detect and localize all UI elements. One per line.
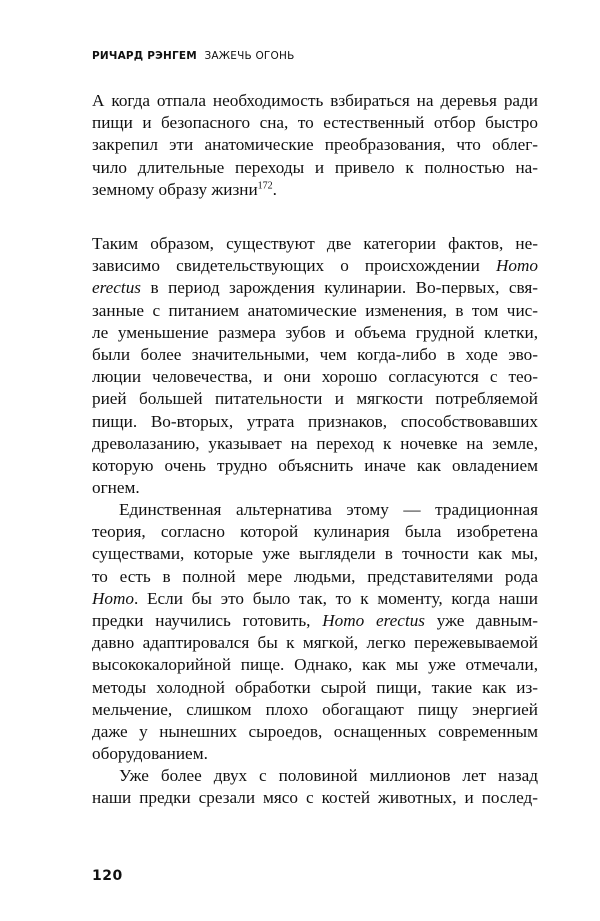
- text-line: Таким образом, существуют две категории фактов, не-: [92, 234, 538, 253]
- text-segment: .: [272, 179, 277, 199]
- text-segment: земному образу жизни: [92, 179, 258, 199]
- text-segment: уже давным-: [436, 610, 539, 630]
- text-line: [92, 610, 538, 632]
- text-line: оборудованием.: [92, 744, 208, 764]
- text-line: теория, согласно которой кулинария была изобретена: [92, 522, 538, 542]
- text-line: рией большей питательности и мягкости потребляемой: [92, 389, 538, 409]
- text-line: высококалорийной пище. Однако, как мы уже отмечали,: [92, 655, 538, 675]
- running-head: [92, 50, 294, 62]
- text-line: пищи. Во-вторых, утрата признаков, способствовавших: [92, 411, 538, 431]
- text-line: занные с питанием анатомические изменения, в том чис-: [92, 300, 538, 320]
- text-line: древолазанию, указывает на переход к ночевке на земле,: [92, 433, 538, 453]
- text-line: были более значительными, чем когда-либо в ходе эво-: [92, 344, 538, 364]
- running-head-book-title: ЗАЖЕЧЬ ОГОНЬ: [204, 50, 295, 62]
- italic-term: Homo erectus: [322, 610, 425, 630]
- text-line: [92, 277, 538, 299]
- text-line: ле уменьшение размера зубов и объема грудной клетки,: [92, 322, 538, 342]
- text-segment: зависимо свидетельствующих о происхождении: [92, 256, 480, 276]
- paragraph-3: [92, 499, 538, 765]
- text-line: методы холодной обработки сырой пищи, такие как из-: [92, 677, 538, 697]
- text-line: то есть в полной мере людьми, представителями рода: [92, 566, 538, 586]
- text-line: пищи и безопасного сна, то естественный отбор быстро: [92, 113, 538, 133]
- text-segment: . Если бы это было так, то к моменту, когда наши: [134, 588, 538, 608]
- text-line: огнем.: [92, 478, 140, 498]
- text-segment: в период зарождения кулинарии. Во-первых, свя-: [150, 278, 538, 298]
- text-line: [92, 255, 538, 277]
- paragraph-1: [92, 90, 538, 201]
- text-segment: предки научились готовить,: [92, 610, 311, 630]
- text-line: чило длительные переходы и привело к полностью на-: [92, 157, 538, 177]
- text-line: [92, 588, 538, 610]
- text-line: А когда отпала необходимость взбираться на деревья ради: [92, 91, 538, 110]
- italic-term: Homo: [92, 588, 135, 608]
- text-line: [92, 179, 538, 201]
- text-line: даже у нынешних сыроедов, оснащенных современным: [92, 721, 538, 741]
- text-line: давно адаптировался бы к мягкой, легко пережевываемой: [92, 633, 538, 653]
- text-line: Уже более двух с половиной миллионов лет назад: [119, 766, 538, 785]
- paragraph-4: [92, 765, 538, 809]
- text-line: закрепил эти анатомические преобразования, что облег-: [92, 135, 538, 155]
- text-line: Единственная альтернатива этому — традиционная: [119, 500, 538, 519]
- running-head-author: РИЧАРД РЭНГЕМ: [92, 50, 197, 62]
- italic-term: erectus: [92, 278, 141, 298]
- paragraph-2: [92, 233, 538, 499]
- text-line: которую очень трудно объяснить иначе как овладением: [92, 455, 538, 475]
- footnote-reference: 172: [257, 180, 273, 192]
- text-line: мельчение, слишком плохо обогащают пищу энергией: [92, 699, 538, 719]
- text-line: наши предки срезали мясо с костей животных, и послед-: [92, 788, 538, 808]
- page-number: 120: [92, 868, 123, 884]
- italic-term: Homo: [495, 256, 538, 276]
- text-line: существами, которые уже выглядели в точности как мы,: [92, 544, 538, 564]
- text-line: люции человечества, и они хорошо согласуются с тео-: [92, 367, 538, 387]
